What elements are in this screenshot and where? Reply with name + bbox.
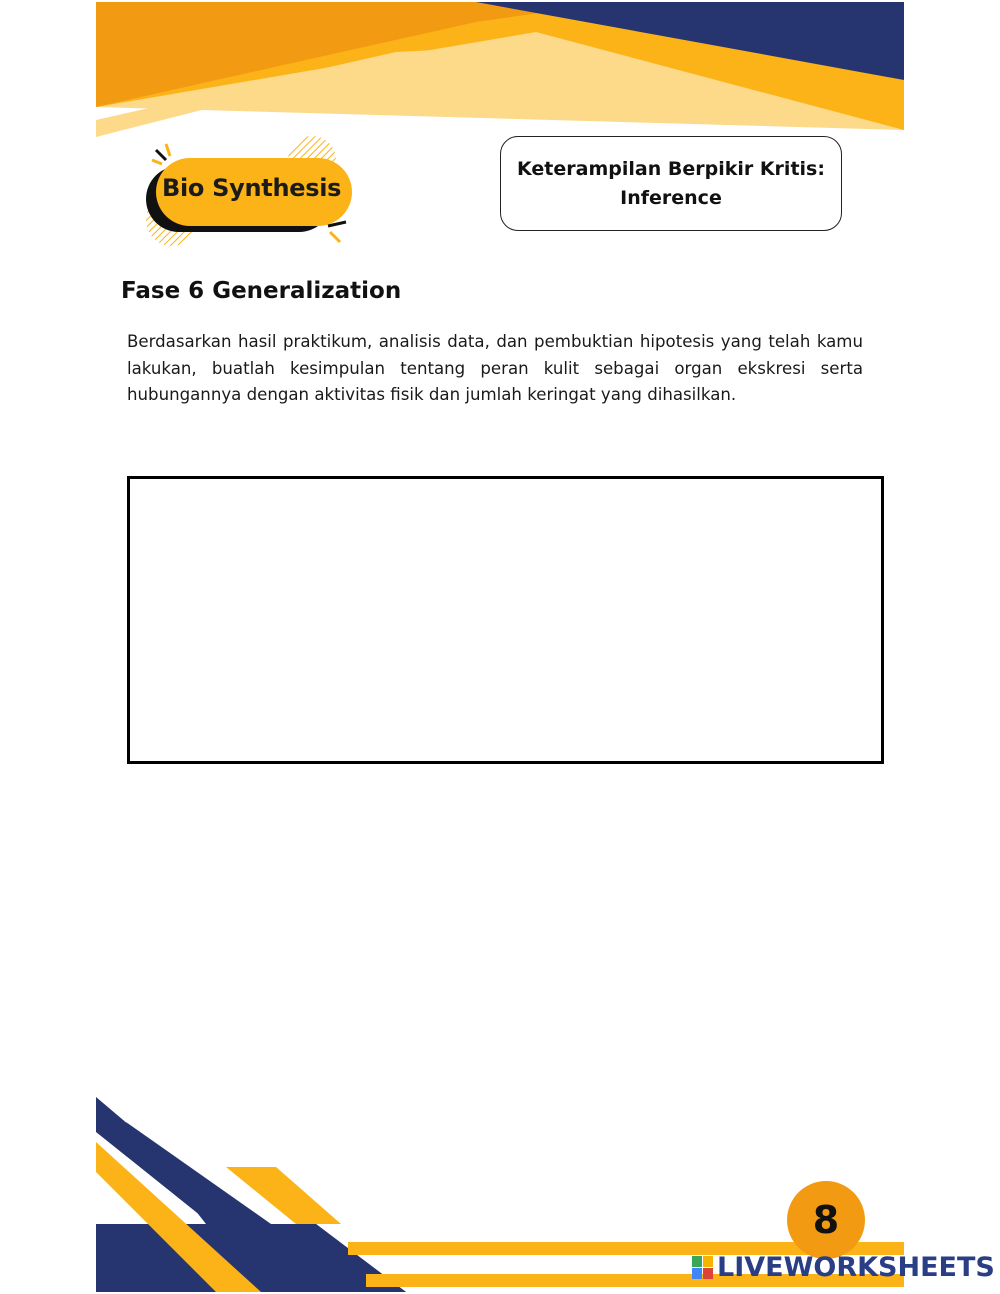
answer-input[interactable]: [130, 479, 881, 761]
skill-box-line2: Inference: [620, 186, 722, 209]
answer-box[interactable]: [127, 476, 884, 764]
phase-title: Fase 6 Generalization: [121, 278, 402, 304]
skill-box: [500, 136, 842, 231]
liveworksheets-text: LIVEWORKSHEETS: [717, 1252, 995, 1283]
page-number-badge: 8: [787, 1181, 865, 1259]
logo-text: Bio Synthesis: [162, 174, 342, 202]
liveworksheets-watermark: [692, 1252, 995, 1284]
liveworksheets-logo-icon: [692, 1256, 714, 1280]
skill-box-line1: Keterampilan Berpikir Kritis:: [517, 157, 825, 180]
instructions-text: Berdasarkan hasil praktikum, analisis data, dan pembuktian hipotesis yang telah kamu lakukan, buatlah kesimpulan tentang peran kulit sebagai organ ekskresi serta hubungannya dengan aktivitas fisik dan jumlah keringat yang dihasilkan.: [127, 332, 863, 404]
header-decoration: [96, 2, 904, 142]
